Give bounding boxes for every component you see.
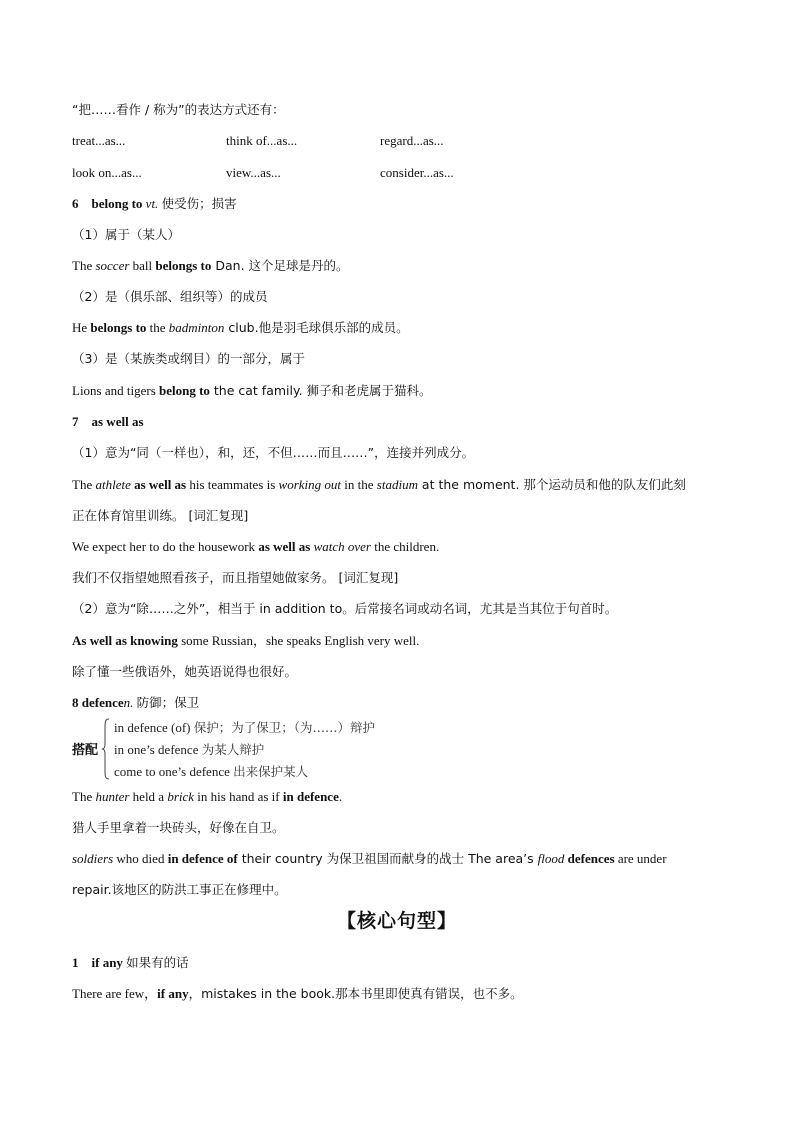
text-run: held a (129, 789, 168, 804)
text-run: He (72, 320, 91, 335)
text-run: watch over (313, 539, 371, 554)
item-term: if any (91, 955, 123, 970)
collocation-en: in defence (of) (114, 720, 191, 735)
section-title: 【核心句型】 (336, 910, 457, 932)
intro-text: “把……看作 / 称为”的表达方式还有： (72, 102, 285, 117)
text-run: in the (341, 477, 377, 492)
item-meaning: 如果有的话 (126, 955, 189, 970)
item-7-heading (72, 413, 144, 431)
item-meaning: 使受伤；损害 (161, 196, 237, 211)
item-pos: n. (123, 695, 134, 710)
item-6-sense-1: （1）属于（某人） (72, 227, 180, 242)
text-run: ball (129, 258, 156, 273)
text-run: Lions and tigers (72, 383, 160, 398)
item-pos: vt. (145, 196, 159, 211)
text-run: stadium (376, 477, 418, 492)
item-6-example-3 (72, 382, 432, 400)
item-term: belong to (91, 196, 143, 211)
text-run: flood (537, 851, 565, 866)
text-run: . (338, 789, 343, 804)
text-run: the cat family. 狮子和老虎属于猫科。 (209, 383, 432, 398)
collocation-item (114, 762, 308, 780)
item-6-heading (72, 195, 237, 213)
brace-icon (102, 718, 110, 780)
text-run: in defence (282, 789, 339, 804)
collocation-item (114, 718, 375, 736)
text-run: The (72, 789, 96, 804)
text-run: as well as (258, 539, 311, 554)
text-run: soccer (95, 258, 130, 273)
item-6-sense-3: （3）是（某族类或纲目）的一部分，属于 (72, 351, 305, 366)
item-meaning: 防御；保卫 (136, 695, 200, 710)
text-run: belongs to (155, 258, 212, 273)
expression-cell: treat...as... (72, 133, 126, 148)
item-number: 6 (72, 196, 79, 211)
text-run: in defence of (167, 851, 238, 866)
expression-cell: think of...as... (226, 133, 298, 148)
text-run: hunter (95, 789, 130, 804)
collocation-item (114, 740, 264, 758)
text-run: if any (157, 986, 189, 1001)
item-6-example-1 (72, 257, 349, 275)
collocation-box (72, 716, 432, 784)
text-run: Dan. 这个足球是丹的。 (211, 258, 349, 273)
expression-cell: look on...as... (72, 165, 142, 180)
collocation-cn: 为某人辩护 (201, 742, 265, 757)
item-number: 1 (72, 955, 79, 970)
item-number: 7 (72, 414, 79, 429)
text-run: as well as (130, 477, 187, 492)
text-run: belongs to (90, 320, 147, 335)
expression-cell: consider...as... (380, 165, 454, 180)
text-run: some Russian，she speaks English very well. (177, 633, 420, 648)
text-run: We expect her to do the housework (72, 539, 259, 554)
item-7-example-3 (72, 632, 419, 650)
text-run: club.他是羽毛球俱乐部的成员。 (224, 320, 409, 335)
item-8-example-2 (72, 850, 667, 868)
collocation-en: in one’s defence (114, 742, 199, 757)
sentence-1-heading (72, 954, 189, 972)
item-8-example-1 (72, 788, 342, 806)
item-7-example-3-cn: 除了懂一些俄语外，她英语说得也很好。 (72, 664, 298, 679)
collocation-cn: 保护；为了保卫；（为……）辩护 (193, 720, 376, 735)
item-8-heading (72, 694, 199, 712)
collocation-en: come to one’s defence (114, 764, 230, 779)
item-7-sense-1: （1）意为“同（一样也），和，还，不但……而且……”，连接并列成分。 (72, 445, 475, 460)
item-term: defence (81, 695, 124, 710)
text-run: The (72, 477, 96, 492)
item-number: 8 (72, 695, 79, 710)
text-run: who died (113, 851, 168, 866)
expression-cell: view...as... (226, 165, 281, 180)
item-7-example-2-cn: 我们不仅指望她照看孩子，而且指望她做家务。 [词汇复现] (72, 570, 399, 585)
item-7-example-1 (72, 476, 686, 494)
item-6-example-2 (72, 319, 409, 337)
item-8-example-2-cont: repair.该地区的防洪工事正在修理中。 (72, 882, 287, 897)
text-run: working out (278, 477, 342, 492)
expression-cell: regard...as... (380, 133, 444, 148)
collocation-label: 搭配 (72, 743, 99, 758)
sentence-1-example (72, 985, 523, 1003)
text-run: belong to (159, 383, 210, 398)
collocation-cn: 出来保护某人 (233, 764, 309, 779)
item-7-sense-2: （2）意为“除……之外”，相当于 in addition to。后常接名词或动名词，尤其是当其位于句首时。 (72, 601, 618, 616)
text-run: at the moment. 那个运动员和他的队友们此刻 (417, 477, 686, 492)
text-run: defences (564, 851, 615, 866)
text-run: The (72, 258, 96, 273)
text-run: in his hand as if (194, 789, 283, 804)
text-run: badminton (168, 320, 225, 335)
text-run: brick (167, 789, 195, 804)
item-7-example-2 (72, 538, 439, 556)
text-run: his teammates is (186, 477, 279, 492)
expression-row-1 (72, 132, 672, 150)
text-run: athlete (95, 477, 131, 492)
item-term: as well as (91, 414, 144, 429)
item-7-example-1-cont: 正在体育馆里训练。 [词汇复现] (72, 508, 249, 523)
expression-row-2 (72, 164, 672, 182)
item-6-sense-2: （2）是（俱乐部、组织等）的成员 (72, 289, 268, 304)
text-run: the (146, 320, 169, 335)
text-run: soldiers (72, 851, 114, 866)
text-run: their country 为保卫祖国而献身的战士 The area’s (237, 851, 538, 866)
text-run: ，mistakes in the book.那本书里即使真有错误，也不多。 (188, 986, 523, 1001)
text-run: the children. (370, 539, 440, 554)
text-run: As well as knowing (72, 633, 178, 648)
text-run: There are few， (72, 986, 158, 1001)
item-8-example-1-cn: 猎人手里拿着一块砖头，好像在自卫。 (72, 820, 285, 835)
text-run: are under (614, 851, 667, 866)
